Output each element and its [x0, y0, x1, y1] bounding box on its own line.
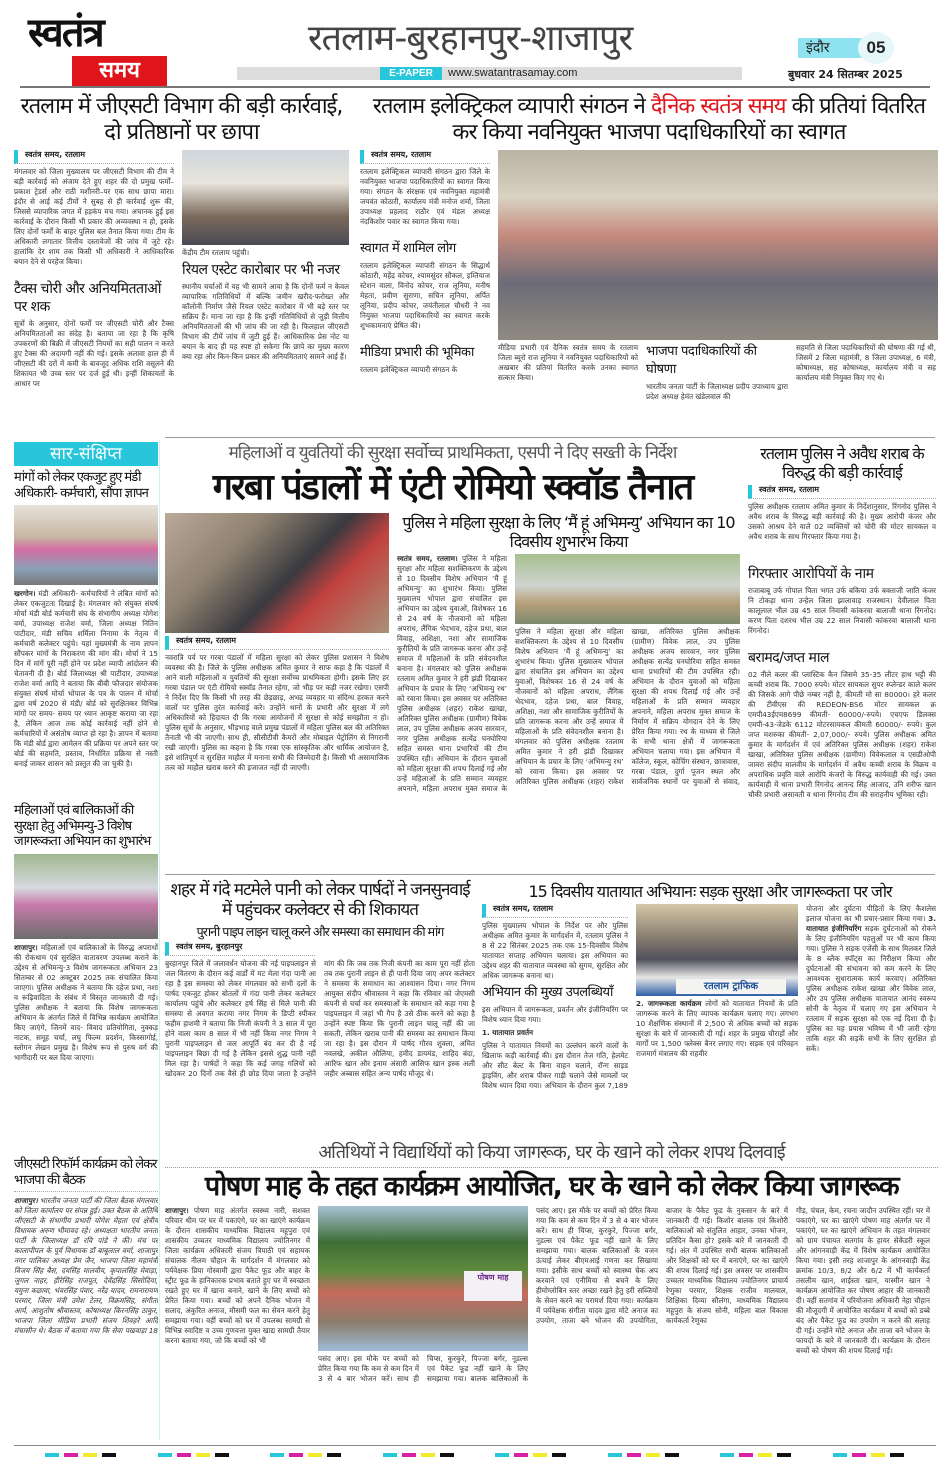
- liquor-subhead-2: बरामद/जप्त माल: [748, 650, 829, 667]
- gst-body-1: मंगलवार को जिला मुख्यालय पर जीएसटी विभाग की टीम ने बड़ी कार्रवाई को अंजाम देते हुए शहर की दो प्रमुख फर्मों–प्रकाश ट्रेडर्स और राठी मशीनरी–पर एक साथ छापा मारा। इंदौर से आई कई टीमों ने सुबह से ही कार्रवाई शुरू की, जिससे व्यापारिक जगत में हड़कंप मच गया। अचानक हुई इस कार्रवाई के दौरान किसी भी प्रकार की अव्यवस्था न हो, इसके लिए दोनों फर्मों के बाहर पुलिस बल तैनात किया गया। टीम के अधिकारी लगातार वित्तीय दस्तावेजों की जांच में जुटे रहे। हालांकि देर शाम तक किसी भी अधिकारी ने आधिकारिक बयान देने से परहेज किया।: [14, 166, 174, 266]
- electrical-body-3: रतलाम इलेक्ट्रिकल व्यापारी संगठन के: [360, 364, 458, 374]
- water-subhead: पुरानी पाइप लाइन चालू करने और समस्या का समाधान की मांग: [196, 923, 444, 939]
- liquor-byline: स्वतंत्र समय, रतलाम: [748, 485, 936, 499]
- gst-col-right: [182, 150, 349, 372]
- traffic-subhead: अभियान की मुख्य उपलब्धियाँ: [482, 985, 613, 1001]
- color-bar: [777, 1453, 791, 1457]
- poshan-body-3: पसंद आए। इस मौके पर बच्चों को प्रेरित किया गया कि कम से कम दिन में 3 से 4 बार भोजन करें। साथ ही चिप्स, कुरकुरे, पिज्जा बर्गर, नूडल्स एवं पैकेट फूड नहीं खाने के लिए समझाया गया। बालक बालिकाओं के वजन ऊंचाई लेकर बीएमआई गणना कर सिखाया गया। इसीके साथ बच्चों को स्वास्थ्य चेक अप करवाने एवं एनीमिया से बचने के लिए हीमोग्लोबिन स्तर अच्छा रखने हेतु हरी सब्जियों के सेवन करने का परामर्श दिया गया। कार्यक्रम में पर्यवेक्षक संगीता यादव द्वारा मोटे अनाज का उपयोग, ताजा बने भोजन की उपयोगिता, बाजार के पैकेट फूड के नुकसान के बारे में जानकारी दी गई। किशोर बालक एवं किशोरी बालिकाओं को संतुलित आहार, उनका भोजन, प्रतिदिन कैसा हो? इसके बारे में जानकारी दी गई। अंत में उपस्थित सभी बालक बालिकाओं और शिक्षकों को घर में बनाएंगे, घर का खाएंगे की शपथ दिलाई गई। इस अवसर पर शासकीय उच्चतर माध्यमिक विद्यालय ज्योतिनगर प्राचार्य रेणुका परमार, शिक्षक राजीव मालवाल, शिक्षिका दिव्या सौलंगा, माध्यमिक विद्यालय महूपुरा के संजय सोनी, महिला बाल विकास कार्यकर्ता रेणुका: [536, 1205, 788, 1325]
- electrical-subhead-1: स्वागत में शामिल लोग: [360, 240, 456, 256]
- abhimanyu-headline: पुलिस ने महिला सुरक्षा के लिए ‘मैं हूं अभिमन्यु’ अभियान का 10 दिवसीय शुभारंभ किया: [402, 512, 735, 551]
- color-bar: [383, 1453, 397, 1457]
- page-number: 05: [858, 32, 894, 64]
- logo-top: स्वतंत्र: [28, 9, 103, 56]
- abhimanyu-body-col1: [397, 554, 507, 794]
- liquor-body-1: पुलिस अधीक्षक रतलाम अमित कुमार के निर्देशानुसार, रिंगनोद पुलिस ने अवैध शराब के विरुद्ध बड़ी कार्रवाई की है। मुख्य आरोपी कंजर और उसको आश्रय देने वाले 02 व्यक्तियों को चोरी की मोटर सायकल व अवैध शराब के साथ गिरफ्तार किया गया है।: [748, 502, 936, 542]
- divider: [165, 1167, 938, 1168]
- water-body: बुरहानपुर जिले में जलावर्धन योजना की नई पाइपलाइन से जल वितरण के दौरान कई वार्डों में मट मेला गंदा पानी आ रहा है इस समस्या को लेकर मंगलवार को सभी दलों के पार्षद एकजुट होकर बोतलों में गंदा पानी लेकर कलेक्टर कार्यालय पहुंचे और कलेक्टर हर्ष सिंह से मिले पानी की समस्या से अवगत कराया नगर निगम के डिप्टी स्पीकर फहीम हाशमी ने बताया कि निजी कंपनी ने 3 साल में पूरा होने वाला काम 8 साल में भी नहीं किया नगर निगम ने पुरानी पाइपलाइन से जल आपूर्ति बंद कर दी है नई पाइपलाइन बिछा दी गई है लेकिन इससे शुद्ध पानी नहीं मिल रहा है। पार्षदों ने कहा कि कई जगह गलियों को खोदकर 20 दिनों तक वैसे ही छोड़ दिया जाता है उन्होंने मांग की कि जब तक निजी कंपनी का काम पूरा नहीं होता तब तक पुरानी लाइन से ही पानी दिया जाए अपर कलेक्टर ने समस्या के समाधान का आश्वासन दिया। नगर निगम आयुक्त संदीप श्रीवास्तव ने कहा कि रविवार को जेएमसी कंपनी से चर्चा कर समस्याओं के समाधान को कहा गया है पाइपलाइन में जहां भी गैप है उसे ठीक करने को कहा है उन्होंने स्पष्ट किया कि पुरानी लाइन चालू नहीं की जा सकती, लेकिन खराब पानी की समस्या का समाधान किया जा रहा है। इस दौरान में पार्षद गौरव शुक्ला, अमित नवलखे, अकील औलिया, हमीद डायमंड, शाहिद बंदा, आरिफ खान और इनाम अंसारी आसिफ खान इस्क अली जहीर अब्बास सहित अन्य पार्षद मौजूद थे।: [165, 958, 475, 1078]
- traffic-body-4: [636, 999, 798, 1119]
- water-headline: शहर में गंदे मटमेले पानी को लेकर पार्षदों ने जनसुनवाई में पहुंचकर कलेक्टर से की शिकायत: [170, 880, 470, 921]
- electrical-col-right: [498, 150, 938, 402]
- dateline: शाजापुर।: [14, 942, 38, 952]
- sidebar-item3-body: [14, 1196, 158, 1336]
- color-bar: [158, 1453, 172, 1457]
- color-bar: [421, 1453, 435, 1457]
- traffic-banner: रतलाम ट्राफिक: [676, 979, 786, 994]
- color-bar: [177, 1453, 191, 1457]
- traffic-article: [482, 882, 938, 1124]
- gst-subhead-2: रियल एस्टेट कारोबार पर भी नजर: [182, 261, 340, 278]
- traffic-byline: स्वतंत्र समय, रतलाम: [482, 904, 628, 918]
- color-bar: [289, 1453, 303, 1457]
- body-text: योजना और दुर्घटना पीड़ितों के लिए कैशलेस इलाज योजना का भी प्रचार-प्रसार किया गया।: [806, 904, 936, 924]
- sidebar-item3-headline: जीएसटी रिफॉर्म कार्यक्रम को लेकर भाजपा की बैठक: [14, 1157, 158, 1192]
- color-bar: [514, 1453, 528, 1457]
- garba-article: [165, 443, 740, 813]
- body-text: पोषण माह अंतर्गत स्वस्थ्य नारी, सशक्त परिवार थीम पर घर में पकाएंगे, घर का खाएंगे कार्यक्रम के दौरान शासकीय माध्यमिक विद्यालय महूपुरा एवं शासकीय उच्चतर माध्यमिक विद्यालय ज्योतिनगर में जिला कार्यक्रम अधिकारी संजय त्रिपाठी एवं सहायक संचालक नीलम चौहान के मार्गदर्शन में मंगलवार को पर्यवेक्षक प्रिया गोस्वामी द्वारा पैकेट फूड और बाहर के स्ट्रीट फूड के हानिकारक प्रभाव बताते हुए घर में स्वच्छता रखते हुए घर में खाना बनाने, खाने के लिए बच्चों को प्रेरित किया गया। बच्चों को अपने दैनिक भोजन में सलाद, अंकुरित अनाज, मौसमी फल का सेवन करने हेतु समझाया गया। वहीं बच्चों को घर में उपलब्ध सामग्री से विभिन्न स्वादिष्ट व उच्च गुणवत्ता युक्त खाद्य सामग्री तैयार करना बताया गया, जो कि बच्चों को भी: [165, 1205, 310, 1345]
- color-bar: [64, 1453, 78, 1457]
- gst-photo-shops: [182, 150, 349, 245]
- electrical-subhead-2: मीडिया प्रभारी की भूमिका: [360, 344, 474, 360]
- garba-photo-police-bikers: [165, 513, 389, 633]
- liquor-headline: रतलाम पुलिस ने अवैध शराब के विरुद्ध की बड़ी कार्रवाई: [760, 444, 924, 483]
- electrical-body-2: रतलाम इलेक्ट्रिकल व्यापारी संगठन के सिद्धार्थ कोठारी, महेंद्र कोचर, श्यामसुंदर सौकल, इम्तियाज स्टेशन वाला, विनोद कोचर, राज लूनिया, मनीष मेहता, प्रवीण सुराणा, सचिन लूनिया, अर्पित लूनिया, प्रदीप कोचर, जयंतीलाल चौधरी ने नव नियुक्त भाजपा पदाधिकारियों का स्वागत करके शुभकामनाएं प्रेषित की।: [360, 260, 490, 330]
- body-text: मंडी अधिकारी- कर्मचारियों ने लंबित मांगों को लेकर एकजुटता दिखाई है। मंगलवार को संयुक्त संघर्ष मोर्चा मंडी बोर्ड कर्मचारी संघ के संभागीय अध्यक्ष योगेश वर्मा, उपाध्यक्ष राजेश वर्मा, जिला अध्यक्ष नितिन पाटीदार, मंडी सचिव शर्मिला निनामा के नेतृत्व में कर्मचारी कलेक्टर पहुंचे। यहां मुख्यमंत्री के नाम ज्ञापन सौंपकर मांगों के निराकरण की मांग की। मोर्चा ने 15 दिन में मांगें पूरी नहीं होने पर प्रदेश व्यापी आंदोलन की चेतावनी दी है। बोर्ड जिलाध्यक्ष श्री पाटीदार, उपाध्यक्ष राजेश वर्मा आदि ने बताया कि बीबी फौजदार संयोजक संयुक्त संघर्ष मोर्चा भोपाल के पत्र के पालन में मोर्चा द्वारा वर्ष 2020 से मंडी/ बोर्ड को सुरक्षितकर विभिन्न मांगों पर समय- समय पर ध्यान आकृष्ट कराया जा रहा है, लेकिन आज तक कोई कार्रवाई नहीं होने से कर्मचारियों में असंतोष व्याप्त हो रहा है। ज्ञापन में बताया कि मंडी बोर्ड द्वारा आमेलन की प्रक्रिया पर अपने स्तर पर बोर्ड की सहमति, प्रस्ताव, निर्धारित प्रक्रिया से नस्ती बनाई जाकर शासन को प्रस्तुत की जा चुकी है।: [14, 589, 158, 769]
- traffic-headline: 15 दिवसीय यातायात अभियानः सड़क सुरक्षा और जागरूकता पर जोर: [528, 882, 892, 901]
- poshan-banner: पोषण माह: [464, 1271, 522, 1301]
- color-bar: [45, 1453, 59, 1457]
- issue-date: बुधवार 24 सितम्बर 2025: [788, 68, 903, 81]
- traffic-point1: 1. यातायात प्रवर्तन: [482, 1028, 534, 1038]
- poshan-headline: पोषण माह के तहत कार्यक्रम आयोजित, घर के खाने को लेकर किया जागरूक: [204, 1170, 899, 1202]
- electrical-body-4: भारतीय जनता पार्टी के जिलाध्यक्ष प्रदीप उपाध्याय द्वारा प्रदेश अध्यक्ष हेमंत खंडेलवाल की: [646, 381, 788, 401]
- point-heading: 3. यातायात इंजीनियरिंग: [806, 914, 936, 934]
- color-bar: [327, 1453, 341, 1457]
- headline-part: की प्रतियां वितरित कर किया नवनियुक्त भाजपा पदाधिकारियों का स्वागत: [452, 94, 926, 146]
- color-bar: [852, 1453, 866, 1457]
- garba-headline: गरबा पंडालों में एंटी रोमियो स्क्वॉड तैनात: [212, 467, 693, 509]
- body-text: लोगों को यातायात नियमों के प्रति जागरूक करने के लिए व्यापक कार्यक्रम चलाए गए। लगभग 10 शैक्षणिक संस्थानों में 2,500 से अधिक बच्चों को सड़क सुरक्षा के बारे में जानकारी दी गई। शहर के प्रमुख चौराहों और मार्गों पर 1,500 फ्लेक्स बैनर लगाए गए। सड़क एवं परिवहन राजमार्ग मंत्रालय की राहवीर: [636, 999, 798, 1059]
- traffic-col2: [636, 904, 798, 1119]
- color-bar: [215, 1453, 229, 1457]
- section-divider: [165, 437, 935, 438]
- gst-col-left: [14, 150, 174, 389]
- section-divider: [165, 874, 935, 875]
- gst-article: [14, 94, 349, 389]
- poshan-kicker: अतिथियों ने विद्यार्थियों को किया जागरूक, घर के खाने को लेकर शपथ दिलवाई: [318, 1142, 785, 1163]
- color-bar: [533, 1453, 547, 1457]
- electrical-article: [360, 94, 938, 402]
- gst-byline: स्वतंत्र समय, रतलाम: [14, 150, 174, 164]
- liquor-subhead-1: गिरफ्तार आरोपियों के नाम: [748, 566, 874, 583]
- sidebar-section-label: सार-संक्षिप्त: [14, 442, 158, 466]
- sidebar-item2-headline: महिलाओं एवं बालिकाओं की सुरक्षा हेतु अभिमन्यु-3 विशेष जागरूकता अभियान का शुभारंभ: [14, 803, 151, 850]
- color-bar: [196, 1453, 210, 1457]
- electrical-col-left: [360, 150, 490, 375]
- color-bar: [402, 1453, 416, 1457]
- color-bar: [608, 1453, 622, 1457]
- city-label: इंदौर: [798, 38, 856, 58]
- logo-bottom: समय: [72, 56, 167, 86]
- footer-rule: [14, 1445, 936, 1446]
- gst-body-2: सूत्रों के अनुसार, दोनों फर्मों पर जीएसटी चोरी और टैक्स अनियमितताओं का संदेह है। बताया जा रहा है कि कृषि उपकरणों की बिक्री में जीएसटी नियमों का सही पालन न करते हुए टैक्स की अदायगी नहीं की गई। इसके अलावा हाल ही में जीएसटी की दरों में कमी के बावजूद अधिक राशि वसूलने की शिकायत भी उच्च स्तर पर दर्ज हुई थी। इन्हीं शिकायतों के आधार पर: [14, 318, 174, 388]
- color-bar: [102, 1453, 116, 1457]
- sidebar-item1-headline: मांगों को लेकर एकजुट हुए मंडी अधिकारी- कर्मचारी, सौंपा ज्ञापन: [14, 470, 148, 501]
- electrical-subhead-3: भाजपा पदाधिकारियों की घोषणा: [646, 343, 757, 377]
- dateline: खरगोन।: [14, 589, 36, 599]
- headline-part: रतलाम इलेक्ट्रिकल व्यापारी संगठन ने: [372, 94, 651, 119]
- body-text: भारतीय जनता पार्टी की जिला बैठक मंगलवार को जिला कार्यालय पर संपन्न हुई। उक्त बैठक के अतिथि जीएसटी के संभागीय प्रभारी योगेश मेहता एवं क्षेत्रीय विधायक अरुण भीमावद रहे। अध्यक्षता भारतीय जनता पार्टी के जिलाध्यक्ष डॉ रवि पांडे ने की। मंच पर कालापीपल के पूर्व विधायक डॉ बाबूलाल वर्मा, शाजापुर नगर पालिका अध्यक्ष प्रेम जैन, भाजपा जिला महामंत्री विजय सिंह बैस, दयसिंह मालवीय, कृपालसिंह मेवाड़ा, जुगल नाहर, हीरेसिंह राजपूत, देवेंद्रसिंह सिसोदिया, यमुना कछावा, भंवरसिंह पंवार, नरेंद्र यादव, रामनारायण परमार, जिला मंत्री उमेश टेलर, विक्रमसिंह, संगीता आर्य, आशुतोष श्रीवास्तव, कोषाध्यक्ष किरनसिंह ठाकुर, भाजपा जिला मीडिया प्रभारी संजय शिवहरे आदि मंचासीन थे। बैठक में बताया गया कि सेवा पखवाड़ा 18: [14, 1196, 158, 1336]
- gst-columns: [14, 150, 349, 389]
- poshan-body-1: [165, 1206, 310, 1391]
- traffic-photo: [636, 904, 798, 996]
- poshan-photo-oath: [318, 1206, 528, 1351]
- newspaper-name-highlight: दैनिक स्वतंत्र समय: [650, 94, 786, 119]
- abhimanyu-article: [397, 513, 740, 794]
- gst-photo-caption: केंद्रीय टीम रतलाम पहुंची।: [182, 247, 250, 257]
- liquor-body-2: राजाबाबू उर्फ गोपाल पिता भगत उर्फ बकिया उर्फ बक्ताजी जाति कंजर नि टोकड़ा थाना उन्हेल जिला झालावाड़ राजस्थान। देवीलाल पिता कालूलाल भील उम्र 45 साल निवासी कांकरवा बालाजी थाना रिंगनोद। करण पिता दशरथ भील उम्र 22 साल निवासी कांकरवा बालाजी थाना रिंगनोद।: [748, 586, 936, 636]
- color-bar: [890, 1453, 904, 1457]
- electrical-group-photo: [498, 150, 938, 340]
- traffic-columns: [482, 904, 938, 1124]
- sidebar-item2-photo-runners: [14, 854, 158, 939]
- point-heading: 2. जागरूकता कार्यक्रम: [636, 999, 702, 1009]
- color-bar: [833, 1453, 847, 1457]
- electrical-byline: स्वतंत्र समय, रतलाम: [360, 150, 490, 164]
- color-bar: [495, 1453, 509, 1457]
- color-bar: [552, 1453, 566, 1457]
- dateline: स्वतंत्र समय, रतलाम।: [397, 553, 458, 563]
- body-text: महिलाओं एवं बालिकाओं के विरुद्ध अपराधों की रोकथाम एवं सुरक्षित वातावरण उपलब्ध कराने के उद्देश्य से अभिमन्यु-3 विशेष जागरूकता अभियान 23 सितम्बर से 02 अक्टूबर 2025 तक संचालित किया जाएगा। पुलिस अधीक्षक ने बताया कि दहेज प्रथा, नशा व रूढ़िवादिता के संबंध में विस्तृत जानकारी दी गई। पुलिस अधीक्षक ने बताया कि विशेष जागरूकता अभियान के अंतर्गत जिले में विभिन्न कार्यक्रम आयोजित किए जाएंगे, जिनमें वाद- विवाद प्रतियोगिता, नुक्कड़ नाटक, समूह चर्चा, लघु फिल्म प्रदर्शन, किस्सागोई, स्लोगन लेखन प्रमुख है। विशेष रूप से पुरुष वर्ग की भागीदारी पर बल दिया जाएगा।: [14, 942, 158, 1062]
- sidebar-item1-photo: [14, 505, 158, 585]
- color-bar: [270, 1453, 284, 1457]
- abhimanyu-body-cols: पुलिस ने महिला सुरक्षा और महिला सशक्तिकरण के उद्देश्य से 10 दिवसीय विशेष अभियान ‘मैं हूं अभिमन्यु’ का शुभारंभ किया। पुलिस मुख्यालय भोपाल द्वारा संचालित इस अभियान का उद्देश्य युवाओं, विशेषकर 16 से 24 वर्ष के नौजवानों को महिला अपराध, लैंगिक भेदभाव, दहेज प्रथा, बाल विवाह, अशिक्षा, नशा और सामाजिक कुरीतियों के प्रति जागरूक करना और उन्हें समाज में महिलाओं के प्रति संवेदनशील बनाना है। मंगलवार को पुलिस अधीक्षक रतलाम अमित कुमार ने हरी झंडी दिखाकर अभियान के प्रचार के लिए ‘अभिमन्यु रथ’ को रवाना किया। इस अवसर पर अतिरिक्त पुलिस अधीक्षक (शहर) राकेश खाखा, अतिरिक्त पुलिस अधीक्षक (ग्रामीण) विवेक लाल, उप पुलिस अधीक्षक अजय सारवान, नगर पुलिस अधीक्षक सत्येंद्र घनघोरिया सहित समस्त थाना प्रभारियों की टीम उपस्थित रही। अभियान के दौरान युवाओं को महिला सुरक्षा की शपथ दिलाई गई और उन्हें महिलाओं के प्रति सम्मान व्यवहार अपनाने, महिला अपराध मुक्त समाज के निर्माण में सक्रिय योगदान देने के लिए प्रेरित किया गया। रथ के माध्यम से जिले के सभी थाना क्षेत्रों में जागरूकता अभियान चलाया गया। इस अभियान में कॉलेज, स्कूल, कोचिंग संस्थान, छात्रावास, गरबा पंडाल, दुर्गा पूजन स्थल और सार्वजनिक स्थानों पर युवाओं से संवाद,: [515, 626, 740, 786]
- dateline: शाजापुर।: [14, 1196, 38, 1206]
- color-bar: [871, 1453, 885, 1457]
- color-bar: [720, 1453, 734, 1457]
- sidebar-column: [14, 442, 158, 1336]
- body-text: सड़क दुर्घटनाओं को रोकने के लिए इंजीनियरिंग पहलुओं पर भी काम किया गया। पुलिस ने सड़क एजेंसी के साथ मिलकर जिले के 8 ब्लैक स्पॉट्स का निरीक्षण किया और दुर्घटनाओं की संभावना को कम करने के लिए आवश्यक सुधारात्मक कार्य करवाए। अतिरिक्त पुलिस अधीक्षक राकेश खाखा और विवेक लाल, और उप पुलिस अधीक्षक यातायात आनंद स्वरूप सोनी के नेतृत्व में चलाए गए इस अभियान ने रतलाम में सड़क सुरक्षा को एक नई दिशा दी है। पुलिस का यह प्रयास भविष्य में भी जारी रहेगा ताकि शहर की सड़कें सभी के लिए सुरक्षित हो सकें।: [806, 924, 936, 1054]
- abhimanyu-photo-rally: [515, 554, 740, 624]
- masthead-divider: [20, 86, 930, 88]
- garba-columns: [165, 513, 740, 813]
- garba-byline: स्वतंत्र समय, रतलाम: [165, 636, 389, 650]
- water-article: [165, 880, 475, 1079]
- traffic-body-3: पुलिस ने यातायात नियमों का उल्लंघन करने वालों के खिलाफ कड़ी कार्रवाई की। इस दौरान तेज गति, हेलमेट और सीट बेल्ट के बिना वाहन चलाने, रॉन्ग साइड ड्राइविंग, और शराब पीकर गाड़ी चलाने जैसे मामलों पर विशेष ध्यान दिया गया। अभियान के दौरान कुल 7,189: [482, 1041, 628, 1091]
- epaper-label[interactable]: E-PAPER: [380, 67, 442, 80]
- garba-body: नवरात्रि पर्व पर गरबा पंडालों में महिला सुरक्षा को लेकर पुलिस प्रशासन ने विशेष व्यवस्था की है। जिले के पुलिस अधीक्षक अमित कुमार ने साफ कहा है कि पंडालों में आने वाली महिलाओं व युवतियों की सुरक्षा सर्वोच्च प्राथमिकता होगी। इसके लिए हर गरबा पंडाल पर एंटी रोमियो स्क्वॉड तैनात रहेगा, जो भीड़ पर कड़ी नजर रखेगा। एसपी ने निर्देश दिए कि किसी भी तरह की छेड़छाड़, अभद्र व्यवहार या संदिग्ध हरकत करने वालों पर पुलिस तुरंत कार्रवाई करे। उन्होंने थानों के प्रभारी और सुरक्षा में लगे अधिकारियों को हिदायत दी कि गरबा आयोजनों में सुरक्षा से कोई समझौता न हो। पुलिस सूत्रों के अनुसार, भीड़भाड़ वाले प्रमुख पंडालों में महिला पुलिस बल की अतिरिक्त तैनाती भी की जाएगी। साथ ही, सीसीटीवी कैमरों और मोबाइल पेट्रोलिंग से निगरानी रखी जाएगी। पुलिस का कहना है कि गरबा एक सांस्कृतिक और धार्मिक आयोजन है, इसे शांतिपूर्ण व सुरक्षित माहौल में मनाना सभी की जिम्मेदारी है। किसी भी असामाजिक तत्व को माहौल खराब करने की इजाजत नहीं दी जाएगी।: [165, 652, 389, 772]
- electrical-caption-row: [498, 343, 938, 402]
- sidebar-item2-body: [14, 943, 158, 1153]
- traffic-body-5: [806, 904, 936, 1124]
- poshan-body-4: गौड़, चंचल, केम, रचना जादौन उपस्थित रहीं। घर में पकाएंगे, घर का खाएंगे पोषण माह अंतर्गत घर में पकाएंगे, घर का खाएंगे अभियान के तहत मंगलवार को ग्राम पंचायत सतगांव के हायर सेकेंडरी स्कूल और आंगनवाड़ी केंद्र में विशेष कार्यक्रम आयोजित किया गया। इसी तरह शाजापुर के आंगनवाड़ी केंद्र क्रमांक 10/3, 8/2 और 6/2 में भी कार्यकर्ता तसलीम खान, शाईस्ता खान, यास्मीन खान ने कार्यक्रम आयोजित कर पोषण आहार की जानकारी दी। वहीं सतगांव में परियोजना अधिकारी नेहा चौहान की मौजूदगी में आयोजित कार्यक्रम में बच्चों को डब्बे बंद और पैकेट फूड का उपयोग न करने की सलाह दी गई। उन्होंने मोटे अनाज और ताजा बने भोजन के फायदों के बारे में जानकारी दी। कार्यक्रम के दौरान बच्चों को पोषण की शपथ दिलाई गई।: [796, 1205, 930, 1355]
- liquor-article: [748, 444, 936, 820]
- color-bar: [440, 1453, 454, 1457]
- electrical-headline: [360, 94, 938, 147]
- color-bar: [758, 1453, 772, 1457]
- electrical-announcement: [646, 343, 788, 402]
- poshan-body-2: पसंद आए। इस मौके पर बच्चों को प्रेरित किया गया कि कम से कम दिन में 3 से 4 बार भोजन करें। साथ ही चिप्स, कुरकुरे, पिज्जा बर्गर, नूडल्स एवं पैकेट फूड नहीं खाने के लिए समझाया गया। बालक बालिकाओं के: [318, 1353, 528, 1383]
- gst-subhead-1: टैक्स चोरी और अनियमितताओं पर शक: [14, 280, 161, 315]
- body-text: पुलिस ने महिला सुरक्षा और महिला सशक्तिकरण के उद्देश्य से 10 दिवसीय विशेष अभियान ‘मैं हूं अभिमन्यु’ का शुभारंभ किया। पुलिस मुख्यालय भोपाल द्वारा संचालित इस अभियान का उद्देश्य युवाओं, विशेषकर 16 से 24 वर्ष के नौजवानों को महिला अपराध, लैंगिक भेदभाव, दहेज प्रथा, बाल विवाह, अशिक्षा, नशा और सामाजिक कुरीतियों के प्रति जागरूक करना और उन्हें समाज में महिलाओं के प्रति संवेदनशील बनाना है। मंगलवार को पुलिस अधीक्षक रतलाम अमित कुमार ने हरी झंडी दिखाकर अभियान के प्रचार के लिए ‘अभिमन्यु रथ’ को रवाना किया। इस अवसर पर अतिरिक्त पुलिस अधीक्षक (शहर) राकेश खाखा, अतिरिक्त पुलिस अधीक्षक (ग्रामीण) विवेक लाल, उप पुलिस अधीक्षक अजय सारवान, नगर पुलिस अधीक्षक सत्येंद्र घनघोरिया सहित समस्त थाना प्रभारियों की टीम उपस्थित रही। अभियान के दौरान युवाओं को महिला सुरक्षा की शपथ दिलाई गई और उन्हें महिलाओं के प्रति सम्मान व्यवहार अपनाने, महिला अपराध मुक्त समाज के: [397, 553, 507, 793]
- website-link[interactable]: www.swatantrasamay.com: [448, 67, 578, 79]
- abhimanyu-columns: [397, 554, 740, 794]
- electrical-photo-caption: मीडिया प्रभारी एवं दैनिक स्वतंत्र समय के रतलाम जिला ब्यूरो राज लूनिया ने नवनियुक्त पदाधिकारियों को अखबार की प्रतियां वितरित करके उनका स्वागत सत्कार किया।: [498, 342, 638, 382]
- liquor-body-3: 02 नीले कलर की प्लास्टिक कैन जिसमे 35-35 लीटर हाथ भट्टी की कच्ची शराब कि. 7000 रुपये। मोटर सायकल सुपर स्प्लेन्डर काले कलर की जिसके आगे पीछे नम्बर नहीं है, कीमती मो सा 80000। हरे कलर की टीवीएस की REDEON-BS6 मोटर सायकल क्र एमपी43ईएम8699 कीमती- 60000/-रुपये। एचएफ डिलक्स एमपी-43-जेडके 6112 मोटरसायकल कीमती 60000/- रुपये। कुल जप्त मशरुका कीमती- 2,07,000/- रुपये। पुलिस अधीक्षक अमित कुमार के मार्गदर्शन में एवं अतिरिक्त पुलिस अधीक्षक (शहर) राकेश खाखा, अतिरिक्त पुलिस अधीक्षक (ग्रामीण) विवेकलाल व एसडीओपी जावरा संदीप मालवीय के मार्गदर्शन में अवैध कच्ची शराब के विक्रय व अपराधिक प्रवृति वाले आरोपि कंजरों के विरुद्ध कार्यवाही की गई। उक्त कार्यवाही में थाना प्रभारी रिंगनोद आनन्द सिंह आजाद, उनि शरीफ खान चौकी प्रभारी असावती व थाना रिंगनोद टीम की सराहनीय भूमिका रही।: [748, 670, 936, 800]
- electrical-body-1: रतलाम इलेक्ट्रिकल व्यापारी संगठन द्वारा जिले के नवनियुक्त भाजपा पदाधिकारियों का स्वागत किया गया। संगठन के संरक्षक एवं नवनियुक्त महामंत्री जयवंत कोठारी, कार्यालय मंत्री मनोज शर्मा, जिला उपाध्यक्ष प्रहलाद राठौर एवं मंडल अध्यक्ष नंदकिशोर पवार का स्वागत किया गया।: [360, 166, 490, 226]
- gst-body-3: स्थानीय चर्चाओं में यह भी सामने आया है कि दोनों फर्म न केवल व्यापारिक गतिविधियों में बल्कि जमीन खरीद-फरोख्त और कॉलोनी निर्माण जैसे रियल एस्टेट कारोबार में भी बड़े स्तर पर सक्रिय हैं। माना जा रहा है कि इन्हीं गतिविधियों से जुड़ी वित्तीय अनियमितताओं की भी जांच की जा रही है। फिलहाल जीएसटी विभाग की टीमें जांच में जुटी हुई हैं। आधिकारिक प्रेस नोट या बयान के बाद ही यह स्पष्ट हो सकेगा कि छापे का मुख्य कारण क्या रहा और किन-किन प्रकार की अनियमितताएं सामने आई हैं।: [182, 281, 349, 361]
- garba-kicker: महिलाओं व युवतियों की सुरक्षा सर्वोच्च प्राथमिकता, एसपी ने दिए सख्ती के निर्देश: [228, 443, 677, 463]
- poshan-columns: [165, 1206, 938, 1391]
- traffic-body-1: पुलिस मुख्यालय भोपाल के निर्देश पर और पुलिस अधीक्षक अमित कुमार के मार्गदर्शन में, रतलाम पुलिस ने 8 से 22 सितंबर 2025 तक एक 15-दिवसीय विशेष यातायात सप्ताह अभियान चलाया। इस अभियान का उद्देश्य शहर की यातायात व्यवस्था को सुगम, सुरक्षित और अधिक जागरूक बनाना था।: [482, 921, 628, 981]
- electrical-columns: [360, 150, 938, 402]
- color-bar: [308, 1453, 322, 1457]
- color-bar: [83, 1453, 97, 1457]
- gst-headline: रतलाम में जीएसटी विभाग की बड़ी कार्रवाई, दो प्रतिष्ठानों पर छापा: [20, 94, 343, 146]
- water-byline: स्वतंत्र समय, बुरहानपुर: [165, 942, 315, 956]
- sidebar-item1-body: [14, 589, 158, 799]
- color-bar: [646, 1453, 660, 1457]
- poshan-article: [165, 1142, 938, 1391]
- traffic-body-2: इस अभियान में जागरूकता, प्रवर्तन और इंजीनियरिंग पर विशेष ध्यान दिया गया।: [482, 1005, 628, 1025]
- color-bar: [739, 1453, 753, 1457]
- traffic-col1: [482, 904, 628, 1091]
- poshan-photo-col: [318, 1206, 528, 1384]
- color-bar: [665, 1453, 679, 1457]
- edition-title: रतलाम-बुरहानपुर-शाजापुर: [307, 18, 633, 59]
- garba-col: [165, 513, 389, 813]
- abhimanyu-right: [515, 554, 740, 792]
- dateline: शाजापुर।: [165, 1205, 189, 1215]
- electrical-body-5: सहमति से जिला पदाधिकारियों की घोषणा की गई थी, जिसमें 2 जिला महामंत्री, 8 जिला उपाध्यक्ष, 6 मंत्री, कोषाध्यक्ष, सह कोषाध्यक्ष, कार्यालय मंत्री व सह कार्यालय मंत्री नियुक्त किए गए थे।: [796, 342, 936, 382]
- color-bar: [627, 1453, 641, 1457]
